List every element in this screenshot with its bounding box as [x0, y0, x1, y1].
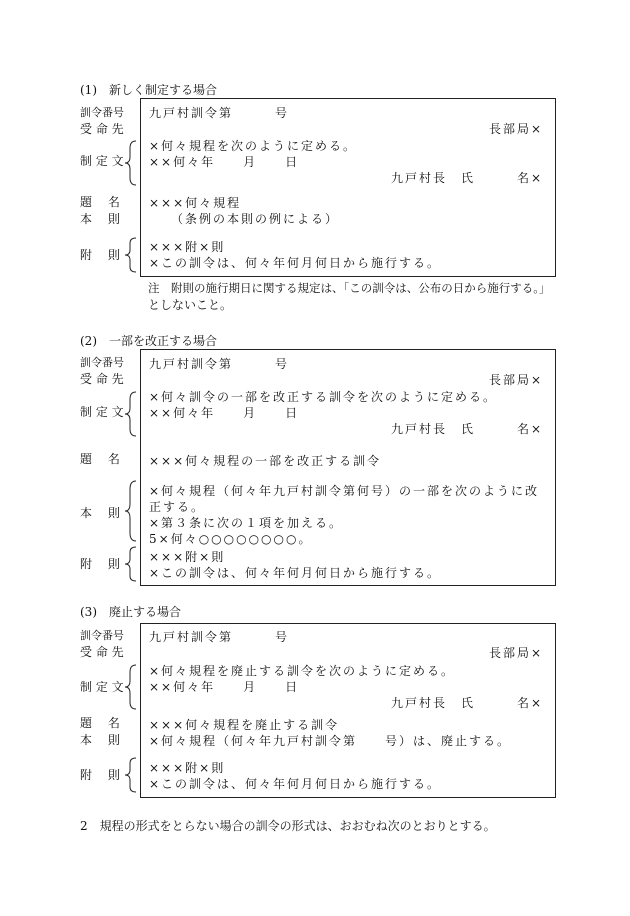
section2-main-line1: ×何々規程（何々年九戸村訓令第何号）の一部を次のように改: [149, 484, 540, 498]
section3-main-line: ×何々規程（何々年九戸村訓令第 号）は、廃止する。: [149, 734, 512, 748]
section2-heading: (2) 一部を改正する場合: [80, 334, 217, 348]
section2-label-title: 題 名: [80, 452, 120, 466]
section2-main-line4: 5×何々○○○○○○○○。: [149, 532, 313, 546]
section1-heading: (1) 新しく制定する場合: [80, 83, 217, 97]
section3-label-title: 題 名: [80, 716, 120, 730]
section3-supp-line1: ×××附×則: [149, 761, 226, 775]
section3-label-supp: 附 則: [80, 768, 120, 782]
section2-supp-line1: ×××附×則: [149, 550, 226, 564]
section3-heading: (3) 廃止する場合: [80, 605, 181, 619]
section1-signer: 九戸村長 氏 名×: [390, 171, 543, 185]
section2-supp-brace: [124, 546, 138, 582]
section1-label-recipient: 受 命 先: [80, 122, 124, 136]
section1-label-number: 訓令番号: [80, 106, 124, 119]
section2-main-brace: [124, 480, 138, 542]
section1-label-enact: 制 定 文: [80, 154, 124, 168]
section2-label-enact: 制 定 文: [80, 405, 124, 419]
section2-label-main: 本 則: [80, 506, 120, 520]
section3-supp-line2: ×この訓令は、何々年何月何日から施行する。: [149, 777, 442, 791]
section2-label-supp: 附 則: [80, 557, 120, 571]
section2-label-recipient: 受 命 先: [80, 372, 124, 386]
section2-supp-line2: ×この訓令は、何々年何月何日から施行する。: [149, 566, 442, 580]
section1-enact-line1: ×何々規程を次のように定める。: [149, 139, 358, 153]
section3-enact-line2: ××何々年 月 日: [149, 680, 300, 694]
section2-form-box: [140, 349, 556, 586]
section2-label-number: 訓令番号: [80, 356, 124, 369]
section1-title-line: ×××何々規程: [149, 196, 242, 210]
section3-title-line: ×××何々規程を廃止する訓令: [149, 718, 340, 732]
section3-number-line: 九戸村訓令第 号: [149, 630, 290, 644]
section1-label-title: 題 名: [80, 195, 120, 209]
section1-recipient-line: 長部局×: [488, 122, 543, 136]
section1-supp-line2: ×この訓令は、何々年何月何日から施行する。: [149, 256, 442, 270]
section3-label-main: 本 則: [80, 733, 120, 747]
section2-enact-brace: [124, 391, 138, 437]
section2-number-line: 九戸村訓令第 号: [149, 357, 290, 371]
section2-main-line2: 正する。: [149, 500, 206, 514]
section1-note-line1: 注 附則の施行期日に関する規定は、「この訓令は、公布の日から施行する。」: [148, 281, 551, 295]
section3-signer: 九戸村長 氏 名×: [390, 696, 543, 710]
section1-main-line: （条例の本則の例による）: [149, 212, 340, 226]
section3-enact-brace: [124, 664, 138, 710]
section1-form-box: [140, 98, 556, 277]
section2-main-line3: ×第３条に次の１項を加える。: [149, 516, 344, 530]
section3-recipient-line: 長部局×: [488, 646, 543, 660]
section2-enact-line2: ××何々年 月 日: [149, 406, 300, 420]
section3-label-number: 訓令番号: [80, 629, 124, 642]
section-2-paragraph: 2 規程の形式をとらない場合の訓令の形式は、おおむね次のとおりとする。: [80, 819, 496, 833]
section2-recipient-line: 長部局×: [488, 373, 543, 387]
section3-form-box: [140, 623, 556, 798]
section1-label-supp: 附 則: [80, 248, 120, 262]
section3-enact-line1: ×何々規程を廃止する訓令を次のように定める。: [149, 664, 456, 678]
section1-number-line: 九戸村訓令第 号: [149, 106, 290, 120]
section2-title-line: ×××何々規程の一部を改正する訓令: [149, 454, 382, 468]
section1-enact-brace: [124, 140, 138, 186]
section1-note-line2: としないこと。: [148, 298, 233, 312]
section3-supp-brace: [124, 757, 138, 793]
section2-signer: 九戸村長 氏 名×: [390, 422, 543, 436]
section3-label-enact: 制 定 文: [80, 680, 124, 694]
section1-supp-brace: [124, 237, 138, 273]
section1-label-main: 本 則: [80, 212, 120, 226]
section3-label-recipient: 受 命 先: [80, 645, 124, 659]
section1-enact-line2: ××何々年 月 日: [149, 155, 300, 169]
section2-enact-line1: ×何々訓令の一部を改正する訓令を次のように定める。: [149, 390, 498, 404]
section1-supp-line1: ×××附×則: [149, 240, 226, 254]
